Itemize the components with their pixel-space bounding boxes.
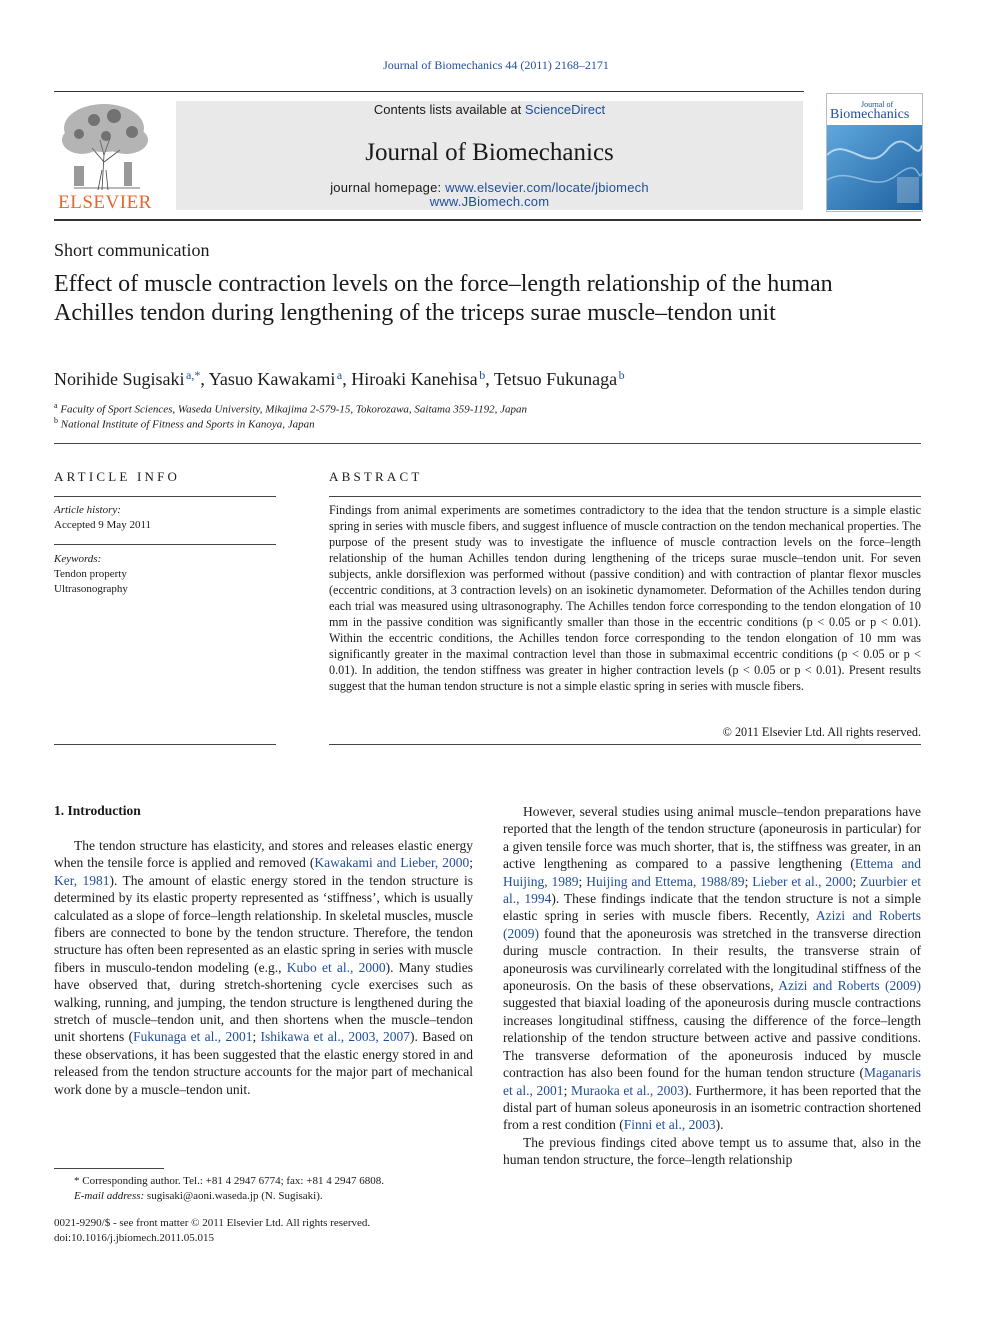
journal-name: Journal of Biomechanics bbox=[365, 139, 614, 166]
citation-link[interactable]: Kawakami and Lieber, 2000 bbox=[314, 855, 470, 871]
elsevier-tree-icon bbox=[54, 100, 156, 192]
header-bottom-rule bbox=[54, 219, 921, 221]
article-info-heading: ARTICLE INFO bbox=[54, 469, 181, 484]
journal-masthead bbox=[176, 101, 803, 210]
header-top-rule bbox=[54, 91, 804, 92]
keywords bbox=[54, 552, 128, 597]
body-paragraph bbox=[503, 803, 921, 1134]
body-text: ; bbox=[744, 873, 753, 889]
abstract-heading: ABSTRACT bbox=[329, 469, 423, 484]
citation-link[interactable]: Azizi and Roberts (2009) bbox=[778, 978, 921, 994]
body-text: ; bbox=[563, 1082, 571, 1098]
homepage-link-elsevier[interactable]: www.elsevier.com/locate/jbiomech bbox=[445, 180, 649, 195]
keywords-label: Keywords: bbox=[54, 553, 102, 565]
keyword: Tendon property bbox=[54, 568, 127, 580]
author-affiliation-marker[interactable]: b bbox=[618, 368, 625, 382]
citation-link[interactable]: Azizi and Roberts (2009) bbox=[503, 908, 921, 941]
journal-homepage bbox=[176, 181, 803, 209]
body-text: ). bbox=[715, 1117, 724, 1133]
body-text: ; bbox=[578, 873, 587, 889]
citation-link[interactable]: Ishikawa et al., 2003, 2007 bbox=[260, 1029, 411, 1045]
article-info-rule bbox=[54, 744, 276, 745]
abstract-copyright: © 2011 Elsevier Ltd. All rights reserved. bbox=[722, 725, 921, 739]
citation-link[interactable]: Muraoka et al., 2003 bbox=[570, 1082, 684, 1098]
affiliation-text: National Institute of Fitness and Sports in Kanoya, Japan bbox=[60, 418, 315, 431]
author-separator: , bbox=[200, 369, 209, 389]
affiliation-key: a bbox=[54, 401, 58, 410]
journal-reference[interactable]: Journal of Biomechanics 44 (2011) 2168–2171 bbox=[383, 58, 609, 72]
author-affiliation-marker[interactable]: a,* bbox=[186, 368, 201, 382]
author-separator: , bbox=[485, 369, 494, 389]
article-type: Short communication bbox=[54, 240, 210, 260]
citation-link[interactable]: Zuurbier et al., 1994 bbox=[503, 873, 921, 907]
body-paragraph bbox=[54, 837, 473, 1098]
homepage-prefix: journal homepage: bbox=[330, 180, 446, 195]
citation-link[interactable]: Finni et al., 2003 bbox=[623, 1117, 716, 1133]
body-text: However, several studies using animal muscle–tendon preparations have reported that the length of the tendon structure (aponeurosis in particular) for a given tensile force was much shorter, that is, the stiffness was greater, in an active lengthening as compared to a passive lengthening ( bbox=[503, 804, 921, 872]
author-name[interactable]: Norihide Sugisaki bbox=[54, 369, 185, 389]
sciencedirect-link[interactable]: ScienceDirect bbox=[524, 102, 606, 117]
body-paragraph: The previous findings cited above tempt us to assume that, also in the human tendon structure, the force–length relationship bbox=[503, 1134, 921, 1168]
author-name[interactable]: Hiroaki Kanehisa bbox=[351, 369, 478, 389]
article-info-rule bbox=[54, 544, 276, 545]
body-text: ). These findings indicate that the tendon structure is not a simple elastic spring in series with muscle fibers. Recently, bbox=[503, 891, 921, 924]
body-text: ). Many studies have observed that, during stretch-shortening cycle exercises such as walking, running, and jumping, the tendon structure is lengthened during the stretch of muscle–tendon unit, and then shortens when the muscle–tendon unit shortens ( bbox=[54, 959, 473, 1045]
article-info-rule bbox=[54, 496, 276, 497]
elsevier-logo[interactable] bbox=[54, 100, 156, 212]
footnote-email bbox=[54, 1189, 384, 1204]
body-text: ; bbox=[852, 873, 861, 889]
author-name[interactable]: Yasuo Kawakami bbox=[208, 369, 336, 389]
citation-link[interactable]: Huijing and Ettema, 1988/89 bbox=[586, 873, 745, 889]
article-history-label: Article history: bbox=[54, 504, 121, 516]
body-text: The tendon structure has elasticity, and stores and releases elastic energy when the tensile force is applied and removed ( bbox=[54, 838, 473, 871]
email-value[interactable]: sugisaki@aoni.waseda.jp (N. Sugisaki). bbox=[144, 1189, 323, 1202]
author-list bbox=[54, 368, 625, 390]
body-text: ; bbox=[252, 1029, 261, 1045]
citation-link[interactable]: Maganaris et al., 2001 bbox=[503, 1065, 921, 1098]
body-column-left bbox=[54, 837, 473, 1098]
journal-cover[interactable] bbox=[826, 93, 923, 212]
contents-line bbox=[176, 102, 803, 117]
citation-link[interactable]: Fukunaga et al., 2001 bbox=[133, 1029, 253, 1045]
body-column-right bbox=[503, 803, 921, 1169]
citation-link[interactable]: Lieber et al., 2000 bbox=[752, 873, 853, 889]
elsevier-wordmark: ELSEVIER bbox=[58, 192, 152, 213]
abstract-rule bbox=[329, 496, 921, 497]
affiliation-key: b bbox=[54, 416, 58, 425]
affiliation-b bbox=[54, 416, 315, 431]
footnote-contact: * Corresponding author. Tel.: +81 4 2947 6774; fax: +81 4 2947 6808. bbox=[74, 1175, 384, 1187]
abstract-text: Findings from animal experiments are sometimes contradictory to the idea that the tendon structure is a simple elastic spring in series with muscle fibers, and suggest influence of muscle contraction on the tendon mechanical properties. The purpose of the present study was to investigate the influence of muscle contraction levels on the force–length relationship of the human Achilles tendon during lengthening of the triceps surae muscle–tendon unit. For seven subjects, ankle dorsiflexion was performed without (passive condition) and with contraction of plantar flexor muscles (eccentric conditions, at 3 contraction levels) on an isokinetic dynamometer. Deformation of the Achilles tendon during each trial was measured using ultrasonography. The Achilles tendon force corresponding to the tendon elongation of 10 mm in the passive condition was significantly smaller than those in the eccentric conditions (p < 0.05 or p < 0.01). Within the eccentric conditions, the Achilles tendon force corresponding to the tendon elongation of 10 mm was significantly greater in the maximal contraction level than those in submaximal eccentric conditions (p < 0.05 or p < 0.01). In addition, the tendon stiffness was greater in higher contraction levels (p < 0.05 or p < 0.01). Present results suggest that the human tendon structure is not a simple elastic spring in series with muscle fibers. bbox=[329, 503, 921, 693]
citation-link[interactable]: Kubo et al., 2000 bbox=[286, 959, 386, 975]
body-text: ). Furthermore, it has been reported that the distal part of human soleus aponeurosis in an isometric contraction shortened from a rest condition ( bbox=[503, 1082, 921, 1133]
keyword: Ultrasonography bbox=[54, 583, 128, 595]
section-heading-introduction: 1. Introduction bbox=[54, 803, 141, 818]
cover-title-band bbox=[827, 94, 922, 124]
email-label: E-mail address: bbox=[74, 1189, 145, 1202]
body-text: ). The amount of elastic energy stored in the tendon structure is determined by its elastic property represented as ‘stiffness’, which is usually calculated as a slope of force–length relationship. In skeletal muscles, muscle fibers are connected to bone by the tendon structure. Therefore, the tendon structure has often been represented as an elastic spring in series with muscle fibers in musculo-tendon modeling (e.g., bbox=[54, 872, 473, 975]
title-block-rule bbox=[54, 443, 921, 444]
author-affiliation-marker[interactable]: b bbox=[479, 368, 486, 382]
cover-title-line2: Biomechanics bbox=[830, 107, 910, 122]
cover-title-line1: Journal of bbox=[861, 100, 894, 109]
contents-prefix: Contents lists available at bbox=[373, 102, 525, 117]
homepage-link-jbiomech[interactable]: www.JBiomech.com bbox=[429, 194, 550, 209]
footnote-rule bbox=[54, 1168, 164, 1169]
article-title: Effect of muscle contraction levels on the force–length relationship of the human Achilles tendon during lengthening of the triceps surae muscle–tendon unit bbox=[54, 271, 833, 326]
body-text: suggested that biaxial loading of the aponeurosis during muscle contractions increases longitudinal stiffness, causing the difference of the force–length relationship of the tendon structure between active and passive conditions. The transverse deformation of the aponeurosis induced by muscle contraction has also been found for the human tendon structure ( bbox=[503, 995, 921, 1081]
abstract-rule bbox=[329, 744, 921, 745]
doi-line[interactable]: doi:10.1016/j.jbiomech.2011.05.015 bbox=[54, 1231, 214, 1244]
citation-link[interactable]: Ettema and Huijing, 1989 bbox=[503, 856, 921, 889]
affiliation-text: Faculty of Sport Sciences, Waseda University, Mikajima 2-579-15, Tokorozawa, Saitama 359-1192, Japan bbox=[60, 403, 527, 416]
body-text: found that the aponeurosis was stretched in the transverse direction during muscle contraction. In their results, the transverse strain of aponeurosis was curvilinearly correlated with the longitudinal stiffness of the aponeurosis. On the basis of these observations, bbox=[503, 925, 921, 994]
front-matter bbox=[54, 1216, 370, 1245]
corresponding-author-footnote bbox=[54, 1174, 384, 1203]
citation-link[interactable]: Ker, 1981 bbox=[54, 872, 110, 888]
body-text: ). Based on these observations, it has been suggested that the elastic energy stored in and released from the tendon structure accounts for the major part of mechanical work done by a muscle–tendon unit. bbox=[54, 1029, 473, 1097]
article-history bbox=[54, 503, 151, 533]
issn-line: 0021-9290/$ - see front matter © 2011 Elsevier Ltd. All rights reserved. bbox=[54, 1217, 371, 1229]
affiliation-a bbox=[54, 401, 527, 416]
author-affiliation-marker[interactable]: a bbox=[336, 368, 343, 382]
article-history-value: Accepted 9 May 2011 bbox=[54, 519, 152, 531]
cover-artwork-icon bbox=[827, 125, 922, 210]
author-name[interactable]: Tetsuo Fukunaga bbox=[493, 369, 618, 389]
author-separator: , bbox=[342, 369, 352, 389]
body-text: ; bbox=[469, 855, 473, 871]
